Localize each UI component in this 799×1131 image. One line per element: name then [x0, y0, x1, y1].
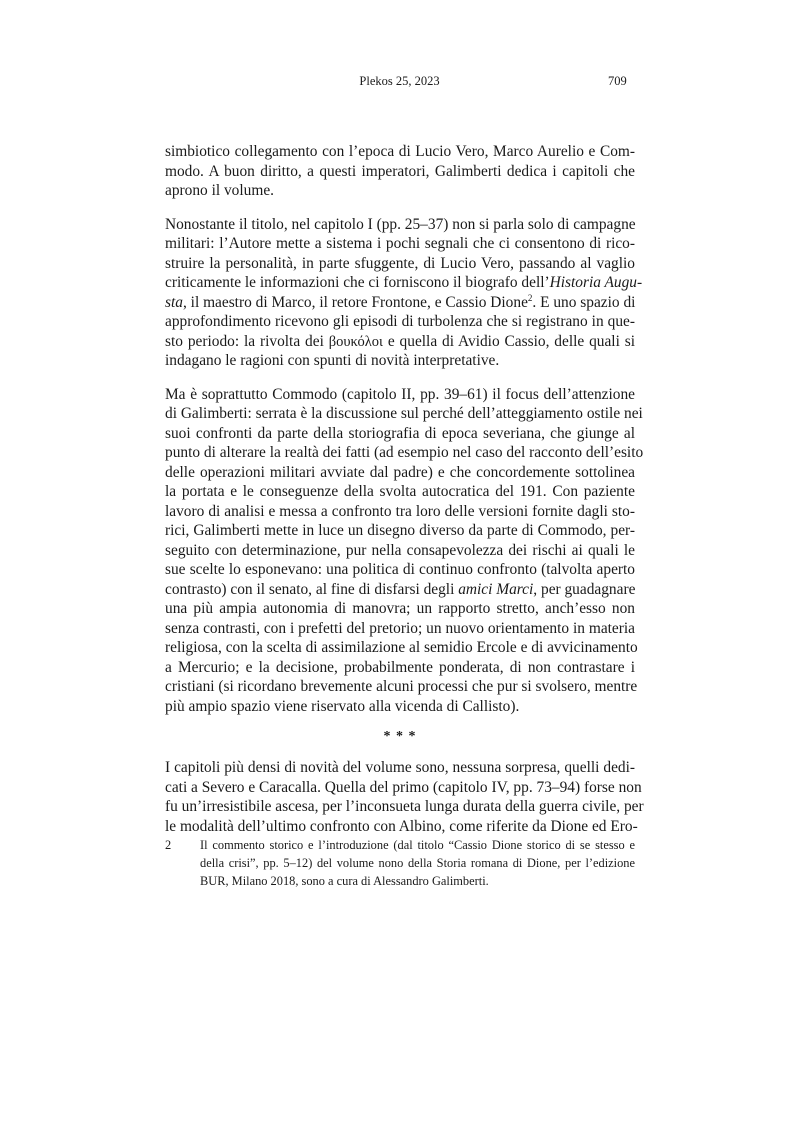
- text-line: [165, 619, 635, 639]
- text-line: [165, 817, 638, 837]
- text-segment: rici, Galimberti mette in luce un disegno diverso da parte di Commodo, per-: [165, 522, 635, 539]
- text-line: [165, 385, 635, 405]
- text-line: [165, 677, 638, 697]
- text-line: [165, 658, 635, 678]
- text-segment: cati a Severo e Caracalla. Quella del primo (capitolo IV, pp. 73–94) forse non: [165, 778, 642, 796]
- text-line: [165, 332, 635, 352]
- text-segment: fu un’irresistibile ascesa, per l’inconsueta lunga durata della guerra civile, per: [165, 798, 644, 815]
- text-line: [165, 234, 635, 254]
- text-segment: una più ampia autonomia di manovra; un rapporto stretto, anch’esso non: [165, 600, 635, 617]
- section-separator: * * *: [383, 729, 417, 744]
- text-segment: sue scelte lo esponevano: una politica di continuo confronto (talvolta aperto: [165, 561, 635, 578]
- italic-text: Historia Augu-: [549, 274, 643, 291]
- italic-text: sta: [165, 293, 183, 311]
- text-segment: simbiotico collegamento con l’epoca di Lucio Vero, Marco Aurelio e Com-: [165, 143, 635, 160]
- text-line: [165, 254, 635, 274]
- text-segment: struire la personalità, in parte sfuggente, di Lucio Vero, passando al vaglio: [165, 254, 635, 272]
- text-line: [165, 521, 635, 541]
- text-segment: criticamente le informazioni che ci forniscono il biografo dell’: [165, 274, 550, 291]
- paragraph: [165, 142, 635, 201]
- text-line: [165, 181, 635, 201]
- text-line: [165, 443, 644, 463]
- text-segment: contrasto) con il senato, al fine di disfarsi degli: [165, 580, 459, 598]
- paragraphs-after-separator: [165, 758, 644, 836]
- greek-word: βουκόλοι: [328, 333, 383, 350]
- text-line: [165, 797, 644, 817]
- text-line: [165, 638, 638, 658]
- text-segment: di Galimberti: serrata è la discussione sul perché dell’atteggiamento ostile nei: [165, 405, 643, 422]
- text-segment: delle operazioni militari avviate dal padre) e che concordemente sottolinea: [165, 463, 635, 481]
- text-segment: lavoro di analisi e messa a confronto tra loro delle versioni fornite dagli sto-: [165, 502, 635, 520]
- text-segment: indagano le ragioni con spunti di novità interpretative.: [165, 352, 500, 369]
- text-segment: le modalità dell’ultimo confronto con Albino, come riferite da Dione ed Ero-: [165, 817, 638, 835]
- text-line: [200, 836, 635, 854]
- text-segment: I capitoli più densi di novità del volume sono, nessuna sorpresa, quelli dedi-: [165, 759, 635, 776]
- text-segment: Nonostante il titolo, nel capitolo I (pp. 25–37) non si parla solo di campagne: [165, 215, 636, 233]
- text-line: [165, 758, 635, 778]
- page-number: 709: [608, 74, 627, 88]
- paragraphs-before-separator: [165, 142, 644, 716]
- text-segment: senza contrasti, con i prefetti del pretorio; un nuovo orientamento in materia: [165, 619, 635, 637]
- text-line: [165, 142, 635, 162]
- paragraph: [165, 215, 643, 371]
- footnote-text: [200, 836, 635, 890]
- text-line: [165, 541, 635, 561]
- text-segment: Ma è soprattutto Commodo (capitolo II, pp. 39–61) il focus dell’attenzione: [165, 385, 635, 403]
- text-segment: a Mercurio; e la decisione, probabilmente ponderata, di non contrastare i: [165, 658, 635, 676]
- text-line: [165, 580, 635, 600]
- text-segment: approfondimento ricevono gli episodi di turbolenza che si registrano in que-: [165, 313, 635, 330]
- text-line: [165, 215, 635, 235]
- footnote-ref[interactable]: 2: [527, 292, 533, 303]
- text-line: [165, 560, 635, 580]
- text-segment: BUR, Milano 2018, sono a cura di Alessandro Galimberti.: [200, 874, 489, 888]
- text-line: [165, 778, 642, 798]
- footnote: [165, 836, 635, 890]
- text-segment: la portata e le conseguenze della svolta autocratica del 191. Con paziente: [165, 483, 635, 500]
- italic-text: amici Marci: [458, 580, 534, 598]
- text-segment: più ampio spazio viene riservato alla vicenda di Callisto).: [165, 697, 520, 715]
- text-segment: militari: l’Autore mette a sistema i pochi segnali che ci consentono di rico-: [165, 235, 635, 252]
- text-line: [165, 404, 643, 424]
- footnote-number: 2: [165, 838, 172, 852]
- text-segment: punto di alterare la realtà dei fatti (ad esempio nel caso del racconto dell’esito: [165, 444, 644, 461]
- text-segment: seguito con determinazione, pur nella consapevolezza dei rischi ai quali le: [165, 541, 635, 559]
- text-line: [200, 872, 635, 890]
- text-line: [165, 599, 635, 619]
- text-segment: Il commento storico e l’introduzione (dal titolo “Cassio Dione storico di se stesso e: [200, 838, 635, 852]
- text-segment: modo. A buon diritto, a questi imperatori, Galimberti dedica i capitoli che: [165, 162, 635, 180]
- text-line: [165, 312, 635, 332]
- body-text: [165, 142, 644, 850]
- text-line: [165, 162, 635, 182]
- text-segment: . E uno spazio di: [532, 293, 636, 311]
- text-segment: della crisi”, pp. 5–12) del volume nono della Storia romana di Dione, per l’edizione: [200, 856, 635, 870]
- text-line: [165, 424, 635, 444]
- text-line: [165, 463, 635, 483]
- text-segment: , il maestro di Marco, il retore Frontone, e Cassio Dione: [182, 293, 528, 311]
- text-segment: aprono il volume.: [165, 182, 274, 199]
- text-segment: e quella di Avidio Cassio, delle quali si: [382, 332, 636, 350]
- text-segment: , per guadagnare: [533, 580, 636, 598]
- text-segment: religiosa, con la scelta di assimilazione al semidio Ercole e di avvicinamento: [165, 639, 638, 656]
- text-line: [165, 697, 635, 717]
- text-line: [200, 854, 635, 872]
- paragraph: [165, 385, 644, 717]
- text-line: [165, 482, 635, 502]
- text-line: [165, 502, 635, 522]
- paragraph: [165, 758, 644, 836]
- text-line: [165, 273, 643, 293]
- text-segment: sto periodo: la rivolta dei: [165, 332, 329, 350]
- text-line: [165, 351, 635, 371]
- running-header-journal: Plekos 25, 2023: [359, 74, 440, 88]
- text-segment: suoi confronti da parte della storiografia di epoca severiana, che giunge al: [165, 424, 635, 442]
- text-line: [165, 293, 635, 313]
- text-segment: cristiani (si ricordano brevemente alcuni processi che pur si svolsero, mentre: [165, 678, 638, 695]
